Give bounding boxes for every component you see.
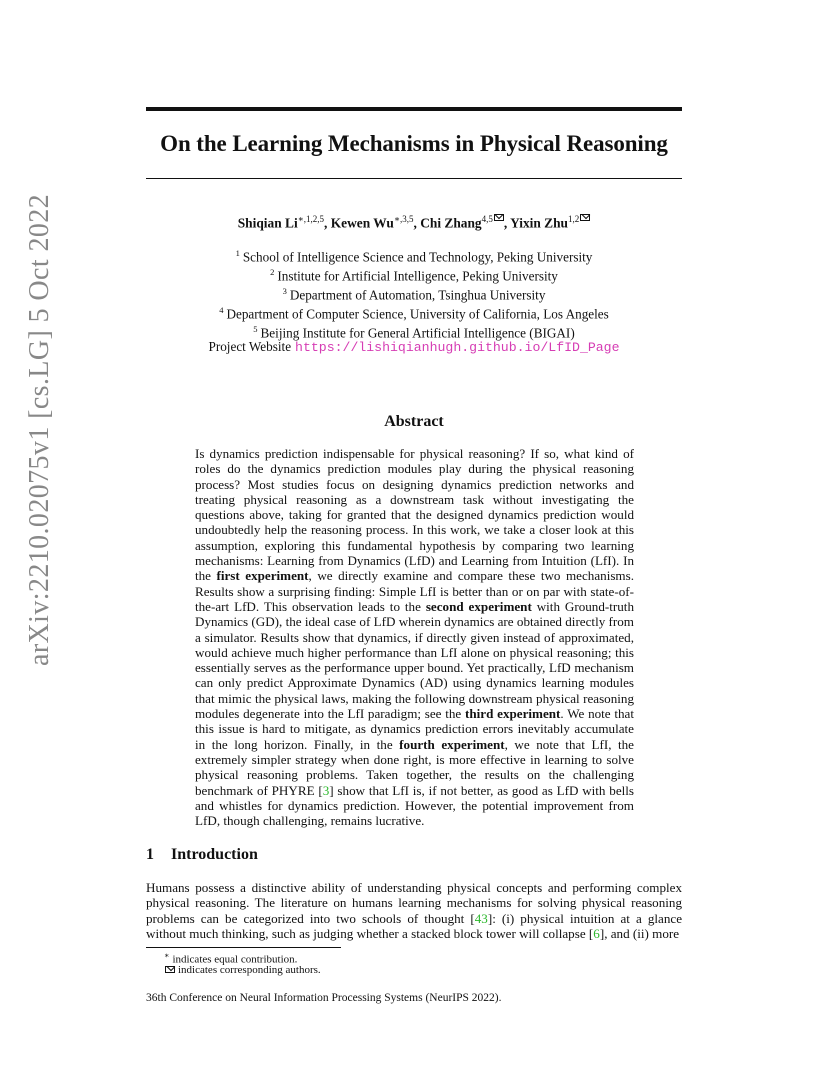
affiliation-text: Beijing Institute for General Artificial Intelligence (BIGAI) (260, 325, 575, 341)
affiliation-line (146, 246, 682, 265)
citation-link[interactable]: 6 (593, 925, 600, 941)
envelope-icon (494, 214, 504, 221)
venue-note: 36th Conference on Neural Information Processing Systems (NeurIPS 2022). (146, 992, 502, 1004)
intro-paragraph (146, 880, 682, 941)
paper-title: On the Learning Mechanisms in Physical Reasoning (160, 131, 668, 156)
author-separator: , (413, 215, 421, 231)
author-name: Chi Zhang (420, 215, 482, 231)
abstract-text: . We note that this issue is hard to mitigate, as dynamics prediction errors inevitably accumulate in the long horizon. Finally, in the (195, 706, 635, 752)
author-affil-marks: ∗,3,5 (393, 214, 414, 224)
abstract-emphasis: fourth experiment (399, 736, 505, 752)
arxiv-stamp: arXiv:2210.02075v1 [cs.LG] 5 Oct 2022 (24, 193, 55, 666)
envelope-icon (580, 214, 590, 221)
author-separator: , (324, 215, 331, 231)
affiliation-text: Department of Automation, Tsinghua University (289, 287, 546, 303)
footnote-text: indicates equal contribution. (172, 953, 298, 966)
intro-text: ], and (ii) more (599, 925, 680, 941)
author-affil-marks: ∗,1,2,5 (297, 214, 325, 224)
abstract-text: , we directly examine and compare these two mechanisms. Results show a surprising finding: Simple LfI is better than or on par with state-of-the-art LfD. This observation leads to the (195, 568, 634, 614)
abstract-text: Is dynamics prediction indispensable for physical reasoning? If so, what kind of roles do the dynamics prediction modules play during the physical reasoning process? Most studies focus on designing dynamics prediction networks and treating physical reasoning as a downstream task without investigating the questions above, taking for granted that the designed dynamics prediction would undoubtedly help the reasoning process. In this work, we take a closer look at this assumption, exploring this fundamental hypothesis by comparing two learning mechanisms: Learning from Dynamics (LfD) and Learning from Intuition (LfI). In the (195, 446, 634, 584)
project-website (146, 339, 682, 355)
title-top-rule (146, 107, 682, 111)
abstract-body (195, 446, 634, 828)
affiliation-line (146, 303, 682, 322)
affiliation-number: 3 (282, 285, 287, 296)
website-label: Project Website (208, 339, 292, 354)
author-affil-marks: 4,5 (481, 214, 493, 224)
footnote-text: indicates corresponding authors. (178, 964, 321, 976)
abstract-emphasis: first experiment (216, 568, 309, 584)
affiliation-number: 5 (253, 323, 258, 334)
abstract-text: ] show that LfI is, if not better, as good as LfD with bells and whistles for dynamics prediction. However, the potential improvement from LfD, though challenging, remains lucrative. (195, 782, 635, 829)
affiliation-line (146, 284, 682, 303)
author-name: Yixin Zhu (510, 215, 568, 231)
citation-link[interactable]: 3 (322, 782, 330, 798)
envelope-icon (165, 966, 175, 973)
citation-link[interactable]: 43 (474, 910, 488, 926)
footnote-rule (146, 947, 341, 948)
section-number: 1 (146, 846, 154, 863)
abstract-text: with Ground-truth Dynamics (GD), the ideal case of LfD wherein dynamics are obtained directly from a simulator. Results show that dynamics, if directly given instead of approximated, would achieve much higher performance than LfI alone on physical reasoning; this essentially serves as the performance upper bound. Yet practically, LfD mechanism can only predict Approximate Dynamics (AD) using dynamics learning modules that mimic the physical laws, making the following downstream physical reasoning modules degenerate into the LfI paradigm; see the (195, 598, 634, 722)
abstract-text: , we note that LfI, the extremely simpler strategy when done right, is more effective in learning to solve physical reasoning problems. Taken together, the results on the challenging benchmark of PHYRE [ (195, 736, 634, 798)
footnote-corresponding (164, 964, 321, 976)
abstract-emphasis: third experiment (465, 706, 561, 722)
author-name: Kewen Wu (330, 215, 394, 231)
author-separator: , (503, 215, 511, 231)
author-list (146, 214, 682, 231)
affiliation-number: 4 (219, 304, 224, 315)
footnote-mark: ∗ (164, 951, 170, 960)
title-bottom-rule (146, 178, 682, 179)
abstract-emphasis: second experiment (425, 598, 532, 614)
affiliation-line (146, 265, 682, 284)
intro-text: Humans possess a distinctive ability of understanding physical concepts and performing complex physical reasoning. The literature on humans learning mechanisms for solving physical reasoning problems can be categorized into two schools of thought [ (146, 880, 682, 926)
section-heading (146, 846, 258, 864)
arxiv-sidebar (20, 193, 60, 666)
section-title: Introduction (171, 846, 258, 863)
website-link[interactable]: https://lishiqianhugh.github.io/LfID_Page (295, 340, 620, 355)
affiliation-number: 1 (235, 248, 240, 258)
intro-text: ]: (i) physical intuition at a glance without much thinking, such as judging whether a stacked block tower will collapse [ (146, 910, 683, 941)
affiliation-text: Department of Computer Science, University of California, Los Angeles (226, 306, 609, 322)
author-affil-marks: 1,2 (568, 214, 580, 224)
author-name: Shiqian Li (237, 215, 298, 231)
abstract-heading: Abstract (384, 413, 444, 430)
affiliation-list (146, 246, 682, 341)
affiliation-text: Institute for Artificial Intelligence, Peking University (277, 268, 558, 284)
affiliation-text: School of Intelligence Science and Technology, Peking University (242, 249, 593, 265)
affiliation-number: 2 (270, 266, 275, 277)
